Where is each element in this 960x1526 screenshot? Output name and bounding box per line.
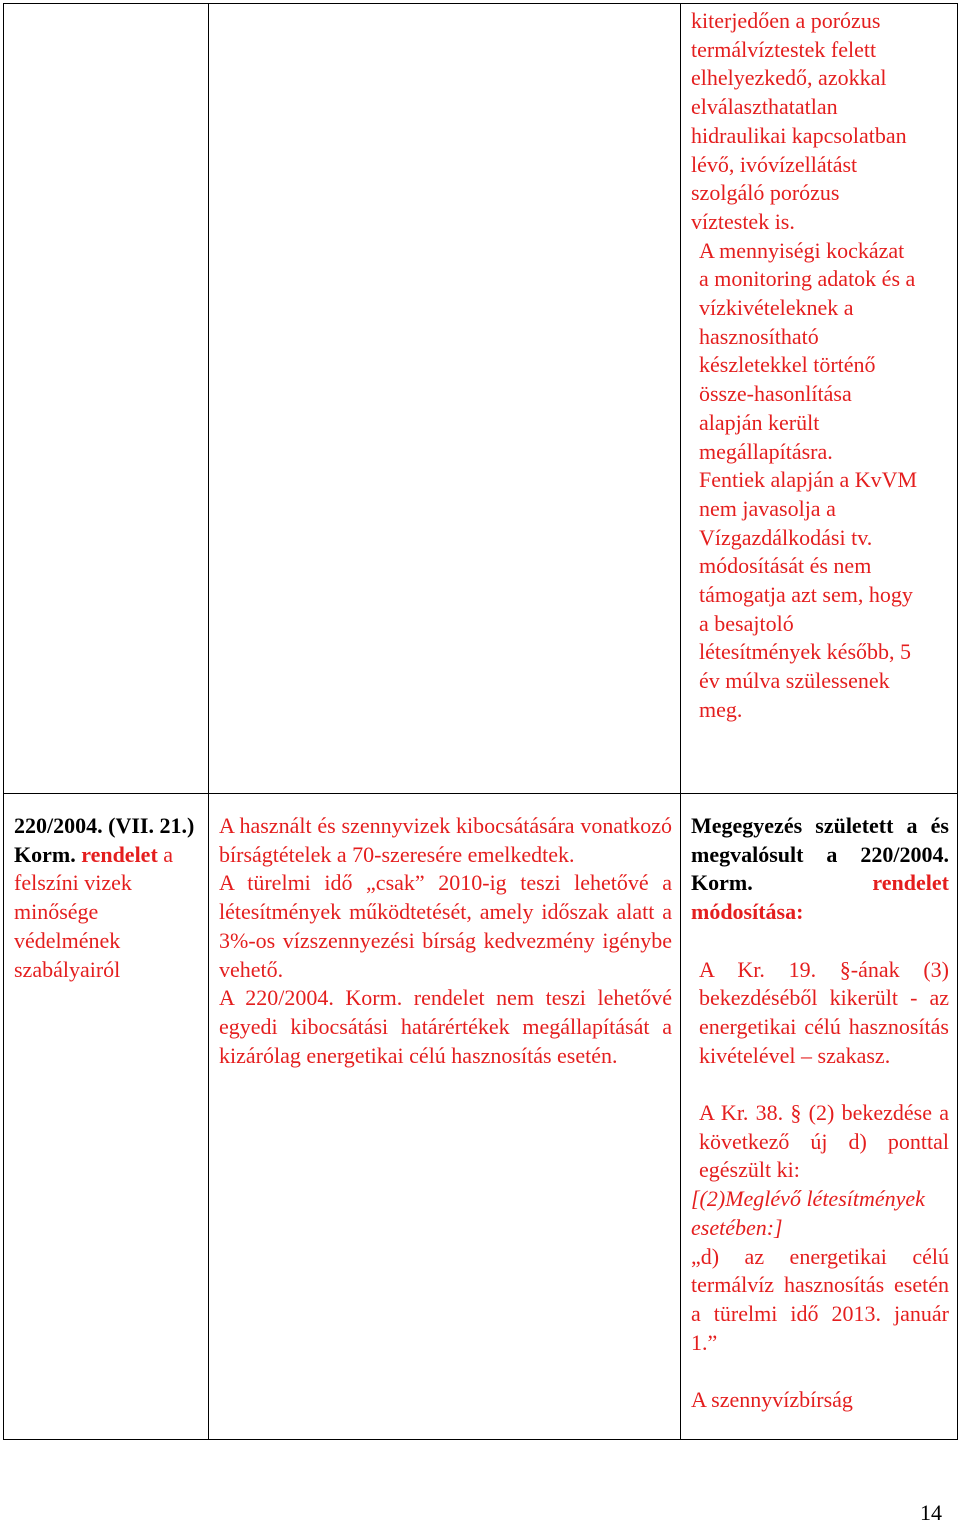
paragraph: A türelmi idő „csak” 2010-ig teszi lehetővé a létesítmények működtetését, amely időszak alatt a 3%-os vízszennyezési bírság kedvezmény igénybe vehető. xyxy=(219,870,672,982)
regulation-number: 220/2004. (VII. 21.) Korm. xyxy=(14,813,195,867)
row1-col3-text xyxy=(681,4,957,725)
text-line: hidraulikai kapcsolatban xyxy=(691,122,907,148)
row2-col2-text xyxy=(209,794,680,1070)
row2-col3-text xyxy=(681,794,957,1415)
text-line: szolgáló porózus xyxy=(691,180,840,206)
row1-col2-cell xyxy=(209,4,681,794)
table-row xyxy=(4,794,958,1440)
text-line: létesítmények később, 5 xyxy=(699,639,912,665)
text-line: megállapításra. xyxy=(699,438,833,464)
page-number: 14 xyxy=(920,1500,942,1525)
table-row xyxy=(4,4,958,794)
paragraph: A Kr. 38. § (2) bekezdése a következő új d) ponttal egészült ki: xyxy=(699,1100,949,1183)
text-line: alapján került xyxy=(699,409,820,435)
text-line: módosítását és nem xyxy=(699,553,872,579)
text-line: vízkivételeknek a xyxy=(699,295,854,321)
row2-col3-cell xyxy=(681,794,958,1440)
row2-col1-cell xyxy=(4,794,209,1440)
regulation-title xyxy=(4,794,208,984)
row1-col3-para2 xyxy=(691,237,949,725)
italic-quote: [(2)Meglévő létesítmények esetében:] xyxy=(691,1186,925,1240)
paragraph: A Kr. 19. §-ának (3) bekezdéséből kikerült - az energetikai célú hasznosítás kivételével – szakasz. xyxy=(699,956,949,1068)
text-line: készletekkel történő xyxy=(699,352,876,378)
agreement-heading-text: Megegyezés született a és megvalósult a 220/2004. Korm. xyxy=(691,813,949,896)
row2-col2-cell xyxy=(209,794,681,1440)
text-line: támogatja azt sem, hogy xyxy=(699,582,913,608)
text-line: a monitoring adatok és a xyxy=(699,266,916,292)
text-line: össze-hasonlítása xyxy=(699,381,852,407)
regulation-keyword: rendelet xyxy=(81,841,158,867)
text-line: Vízgazdálkodási tv. xyxy=(699,524,873,550)
row1-col3-cell xyxy=(681,4,958,794)
text-line: év múlva szülessenek xyxy=(699,668,890,694)
text-line: lévő, ivóvízellátást xyxy=(691,151,858,177)
text-line: termálvíztestek felett xyxy=(691,36,877,62)
text-line: a besajtoló xyxy=(699,610,794,636)
paragraph: A használt és szennyvizek kibocsátására vonatkozó bírságtételek a 70-szeresére emelkedtek. xyxy=(219,813,672,867)
text-line: A mennyiségi kockázat xyxy=(699,237,905,263)
paragraph: A 220/2004. Korm. rendelet nem teszi lehetővé egyedi kibocsátási határértékek megállapítását a kizárólag energetikai célú hasznosítás esetén. xyxy=(219,985,672,1068)
agreement-heading-red: rendelet módosítása: xyxy=(691,870,949,925)
text-line: hasznosítható xyxy=(699,323,819,349)
regulation-subject: a felszíni vizek minősége védelmének szabályairól xyxy=(14,841,174,982)
text-line: kiterjedően a porózus xyxy=(691,8,881,33)
text-line: elválaszthatatlan xyxy=(691,94,838,120)
text-line: nem javasolja a xyxy=(699,495,836,521)
row1-col1-cell xyxy=(4,4,209,794)
document-table xyxy=(3,3,958,1440)
paragraph: „d) az energetikai célú termálvíz hasznosítás esetén a türelmi idő 2013. január 1.” xyxy=(691,1243,949,1355)
text-line: meg. xyxy=(699,696,743,722)
text-line: elhelyezkedő, azokkal xyxy=(691,65,887,91)
paragraph-tail: A szennyvízbírság xyxy=(691,1387,853,1413)
text-line: víztestek is. xyxy=(691,208,795,234)
text-line: Fentiek alapján a KvVM xyxy=(699,467,918,493)
agreement-heading xyxy=(691,812,949,927)
